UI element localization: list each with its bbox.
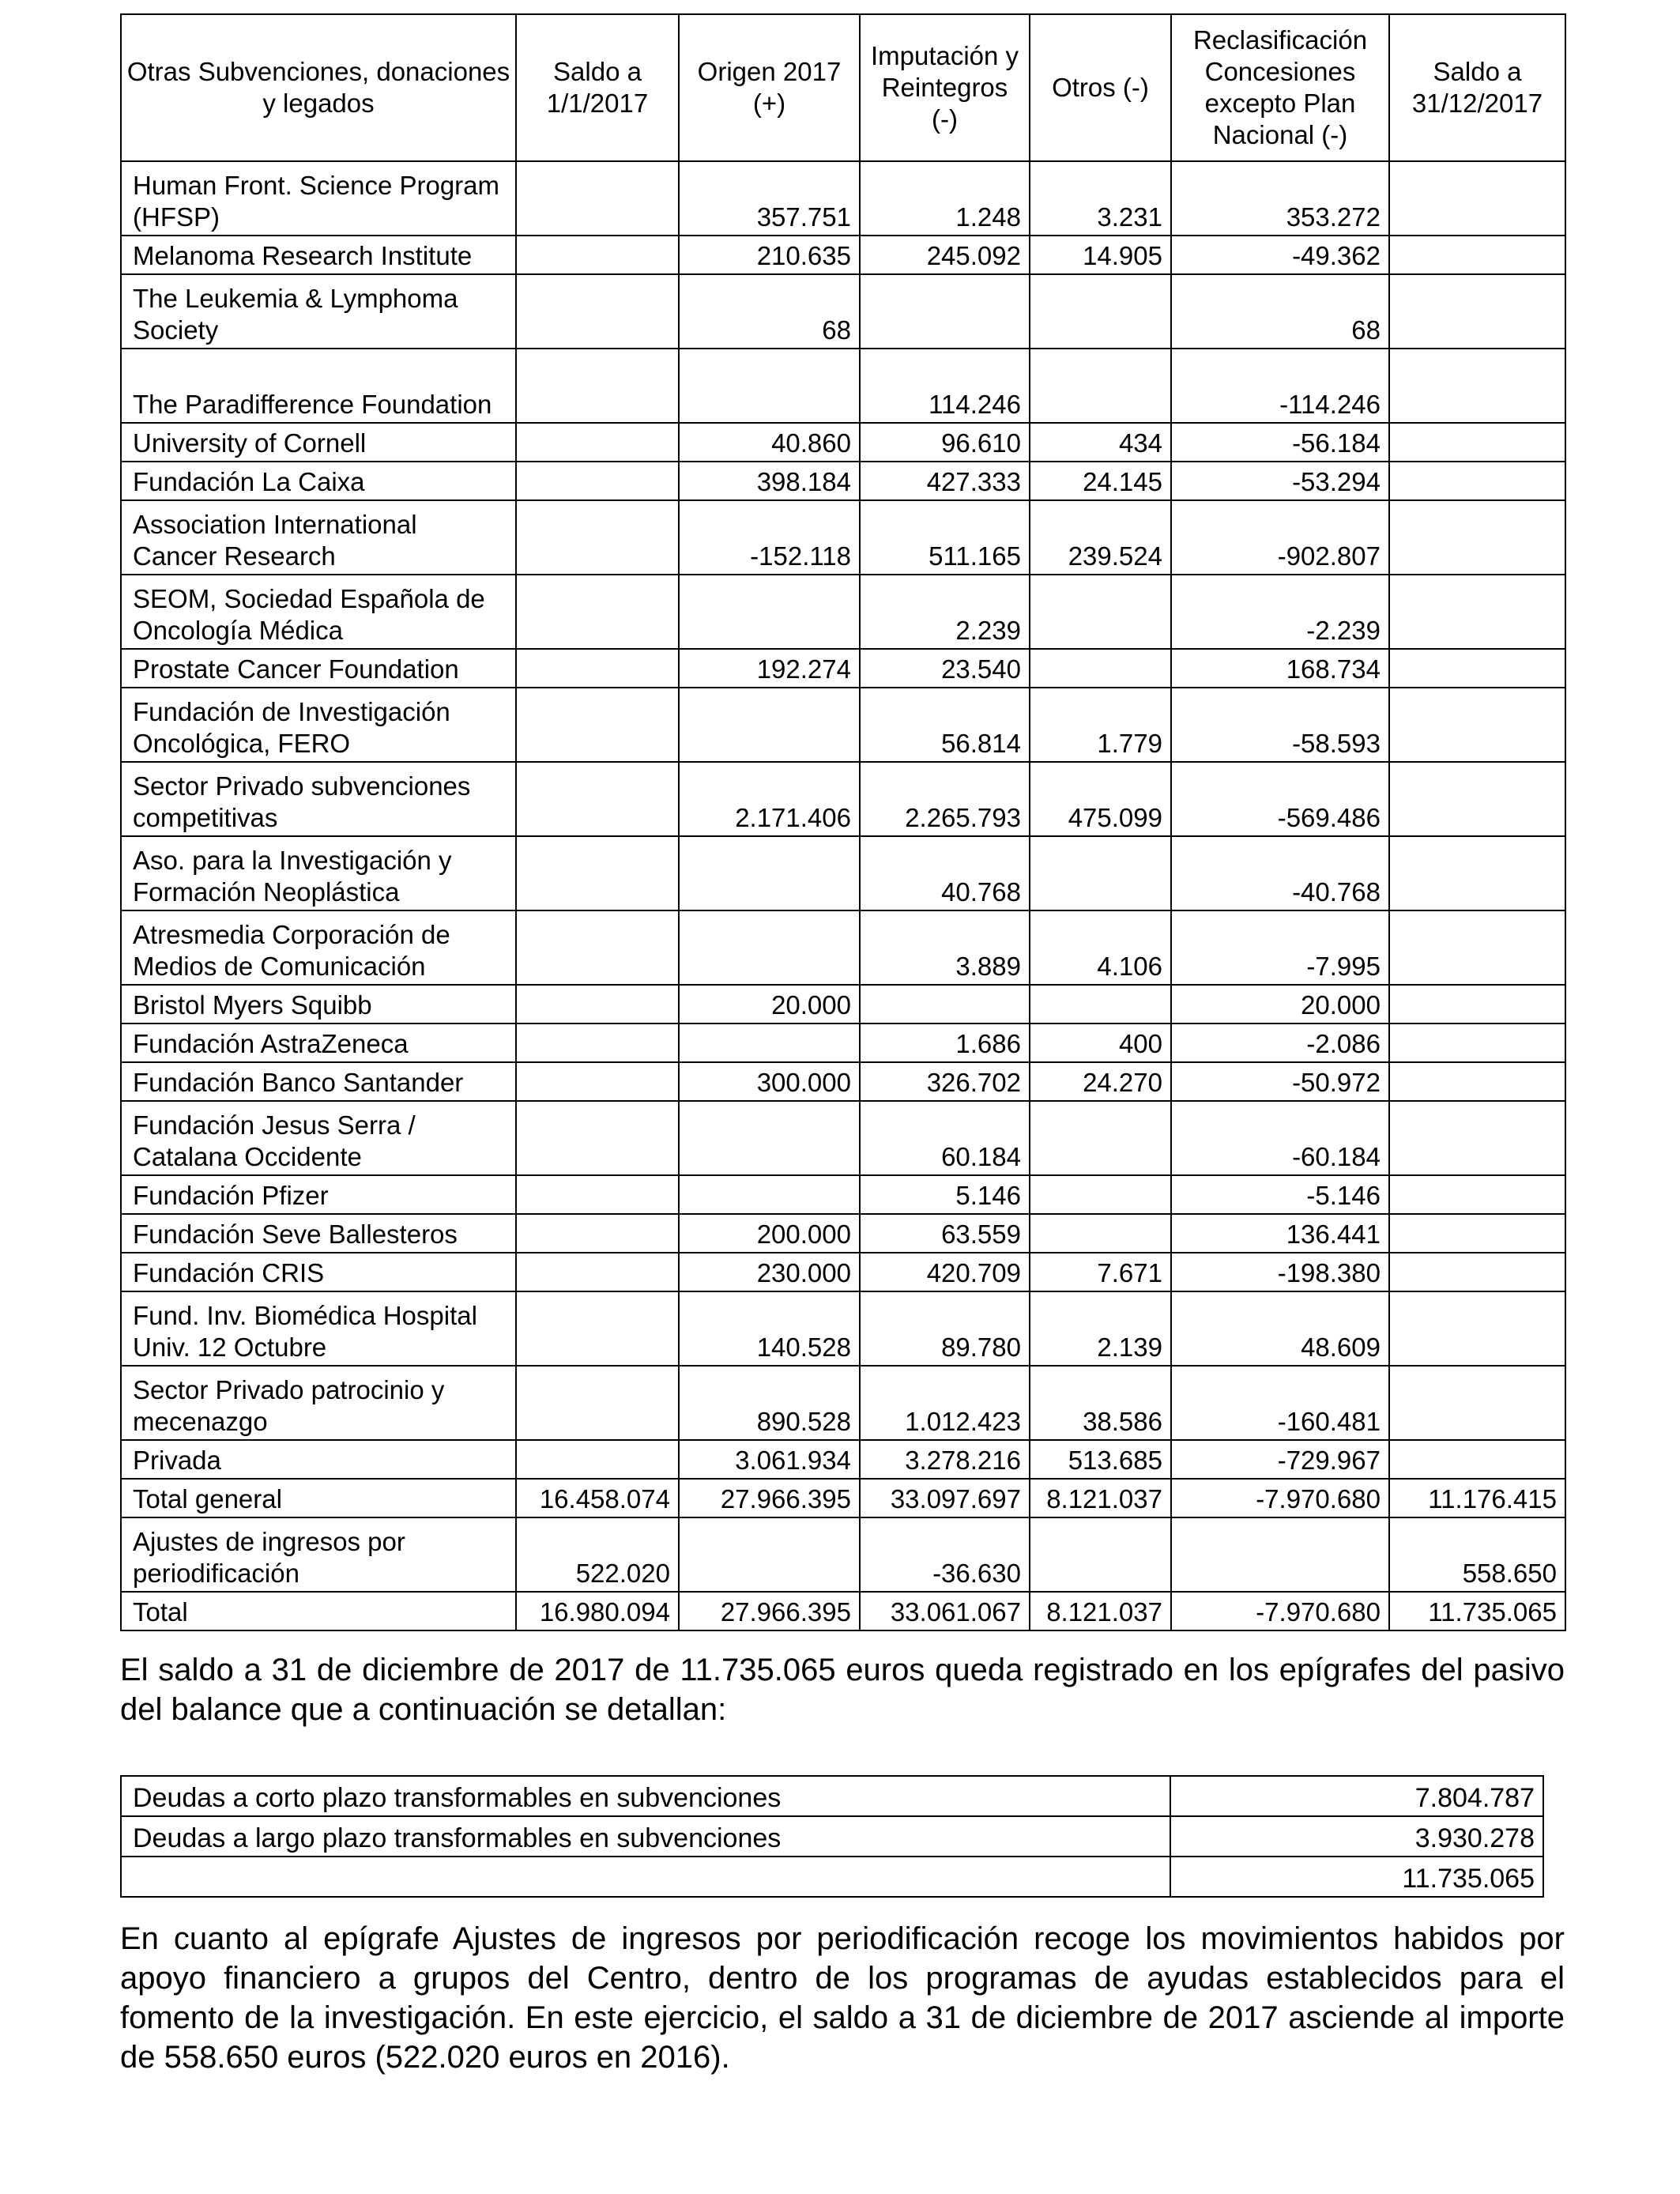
cell-imputacion: 96.610 [860, 423, 1030, 462]
cell-otros [1030, 649, 1171, 688]
header-cell: Saldo a 1/1/2017 [516, 14, 679, 161]
cell-saldo-ini [516, 1175, 679, 1214]
table-row [121, 1101, 1565, 1175]
cell-otros: 2.139 [1030, 1291, 1171, 1366]
header-cell: Saldo a 31/12/2017 [1389, 14, 1565, 161]
cell-saldo-ini [516, 462, 679, 500]
debt-label [121, 1857, 1170, 1897]
cell-saldo-fin [1389, 1062, 1565, 1101]
row-label: Total general [121, 1479, 516, 1517]
table-row [121, 1517, 1565, 1592]
table-row [121, 1214, 1565, 1253]
cell-reclasif: 353.272 [1171, 161, 1389, 236]
row-label: Fundación CRIS [121, 1253, 516, 1291]
cell-saldo-fin [1389, 423, 1565, 462]
cell-saldo-fin [1389, 1253, 1565, 1291]
cell-otros [1030, 575, 1171, 649]
cell-imputacion: 245.092 [860, 236, 1030, 274]
table-header-row [121, 14, 1565, 161]
row-label: Fundación AstraZeneca [121, 1023, 516, 1062]
cell-origen [679, 688, 860, 762]
row-label: University of Cornell [121, 423, 516, 462]
cell-imputacion: 33.097.697 [860, 1479, 1030, 1517]
cell-origen [679, 575, 860, 649]
cell-reclasif: -58.593 [1171, 688, 1389, 762]
cell-imputacion: 63.559 [860, 1214, 1030, 1253]
cell-saldo-fin [1389, 985, 1565, 1023]
cell-imputacion: 427.333 [860, 462, 1030, 500]
row-label: Ajustes de ingresos por periodificación [121, 1517, 516, 1592]
table-row [121, 161, 1565, 236]
debt-label: Deudas a largo plazo transformables en subvenciones [121, 1816, 1170, 1857]
cell-saldo-fin: 11.735.065 [1389, 1592, 1565, 1630]
table-row [121, 1253, 1565, 1291]
cell-imputacion: 3.889 [860, 910, 1030, 985]
cell-reclasif: -50.972 [1171, 1062, 1389, 1101]
cell-origen [679, 836, 860, 910]
cell-imputacion: -36.630 [860, 1517, 1030, 1592]
row-label: Fundación Pfizer [121, 1175, 516, 1214]
cell-saldo-ini [516, 1291, 679, 1366]
cell-saldo-ini [516, 500, 679, 575]
cell-otros: 8.121.037 [1030, 1479, 1171, 1517]
cell-origen: 27.966.395 [679, 1592, 860, 1630]
cell-origen [679, 1175, 860, 1214]
row-label: Aso. para la Investigación y Formación Neoplástica [121, 836, 516, 910]
cell-imputacion: 1.012.423 [860, 1366, 1030, 1440]
row-label: Atresmedia Corporación de Medios de Comunicación [121, 910, 516, 985]
cell-reclasif: 68 [1171, 274, 1389, 349]
cell-origen: 357.751 [679, 161, 860, 236]
cell-reclasif: -198.380 [1171, 1253, 1389, 1291]
cell-otros [1030, 1175, 1171, 1214]
cell-reclasif: 20.000 [1171, 985, 1389, 1023]
table-row [121, 836, 1565, 910]
cell-reclasif: -5.146 [1171, 1175, 1389, 1214]
cell-origen [679, 349, 860, 423]
cell-imputacion: 2.239 [860, 575, 1030, 649]
cell-origen: -152.118 [679, 500, 860, 575]
table-row [121, 349, 1565, 423]
cell-origen: 890.528 [679, 1366, 860, 1440]
debt-value: 11.735.065 [1170, 1857, 1543, 1897]
row-label: Sector Privado patrocinio y mecenazgo [121, 1366, 516, 1440]
cell-reclasif: -60.184 [1171, 1101, 1389, 1175]
table-row [121, 1175, 1565, 1214]
cell-origen [679, 910, 860, 985]
cell-saldo-fin [1389, 349, 1565, 423]
row-label: Bristol Myers Squibb [121, 985, 516, 1023]
cell-origen: 27.966.395 [679, 1479, 860, 1517]
header-cell: Origen 2017 (+) [679, 14, 860, 161]
cell-origen [679, 1023, 860, 1062]
cell-saldo-ini [516, 688, 679, 762]
cell-saldo-fin [1389, 1101, 1565, 1175]
cell-saldo-ini [516, 236, 679, 274]
row-label: Privada [121, 1440, 516, 1479]
cell-reclasif: -2.086 [1171, 1023, 1389, 1062]
cell-otros [1030, 1214, 1171, 1253]
cell-imputacion: 3.278.216 [860, 1440, 1030, 1479]
cell-imputacion [860, 274, 1030, 349]
cell-reclasif: 168.734 [1171, 649, 1389, 688]
table-row [121, 1366, 1565, 1440]
row-label: Human Front. Science Program (HFSP) [121, 161, 516, 236]
cell-saldo-ini [516, 161, 679, 236]
debt-row [121, 1816, 1543, 1857]
cell-otros: 1.779 [1030, 688, 1171, 762]
cell-saldo-fin [1389, 274, 1565, 349]
cell-origen: 398.184 [679, 462, 860, 500]
cell-otros: 14.905 [1030, 236, 1171, 274]
cell-saldo-fin [1389, 1214, 1565, 1253]
cell-saldo-fin: 558.650 [1389, 1517, 1565, 1592]
cell-origen: 192.274 [679, 649, 860, 688]
cell-reclasif: -2.239 [1171, 575, 1389, 649]
cell-saldo-ini [516, 349, 679, 423]
cell-origen: 210.635 [679, 236, 860, 274]
document-page [120, 13, 1565, 2077]
cell-saldo-ini [516, 274, 679, 349]
row-label: Fundación Banco Santander [121, 1062, 516, 1101]
cell-otros [1030, 1517, 1171, 1592]
cell-otros: 400 [1030, 1023, 1171, 1062]
table-row [121, 575, 1565, 649]
cell-saldo-ini: 16.458.074 [516, 1479, 679, 1517]
cell-origen: 2.171.406 [679, 762, 860, 836]
debt-value: 7.804.787 [1170, 1776, 1543, 1816]
cell-origen: 140.528 [679, 1291, 860, 1366]
cell-reclasif: -160.481 [1171, 1366, 1389, 1440]
cell-saldo-fin [1389, 1291, 1565, 1366]
cell-otros [1030, 349, 1171, 423]
cell-saldo-ini [516, 1440, 679, 1479]
cell-reclasif: -7.995 [1171, 910, 1389, 985]
cell-saldo-ini: 16.980.094 [516, 1592, 679, 1630]
cell-origen: 68 [679, 274, 860, 349]
cell-saldo-ini [516, 649, 679, 688]
row-label: Fundación La Caixa [121, 462, 516, 500]
cell-saldo-ini [516, 575, 679, 649]
cell-origen: 3.061.934 [679, 1440, 860, 1479]
cell-reclasif: -7.970.680 [1171, 1592, 1389, 1630]
cell-otros: 4.106 [1030, 910, 1171, 985]
cell-saldo-ini [516, 985, 679, 1023]
cell-saldo-ini [516, 762, 679, 836]
cell-saldo-fin [1389, 500, 1565, 575]
cell-reclasif: 136.441 [1171, 1214, 1389, 1253]
cell-saldo-fin [1389, 462, 1565, 500]
cell-saldo-fin [1389, 762, 1565, 836]
table-row [121, 500, 1565, 575]
table-row [121, 1592, 1565, 1630]
cell-otros: 24.270 [1030, 1062, 1171, 1101]
table-row [121, 1023, 1565, 1062]
cell-otros [1030, 1101, 1171, 1175]
cell-imputacion: 2.265.793 [860, 762, 1030, 836]
cell-otros: 475.099 [1030, 762, 1171, 836]
cell-origen: 20.000 [679, 985, 860, 1023]
cell-reclasif: -56.184 [1171, 423, 1389, 462]
header-cell: Otras Subvenciones, donaciones y legados [121, 14, 516, 161]
table-row [121, 649, 1565, 688]
cell-reclasif: -569.486 [1171, 762, 1389, 836]
cell-imputacion: 326.702 [860, 1062, 1030, 1101]
table-row [121, 985, 1565, 1023]
cell-imputacion: 114.246 [860, 349, 1030, 423]
paragraph-balance-note: El saldo a 31 de diciembre de 2017 de 11.735.065 euros queda registrado en los epígrafes del pasivo del balance que a continuación se detallan: [120, 1653, 1565, 1727]
header-cell: Otros (-) [1030, 14, 1171, 161]
cell-saldo-fin [1389, 236, 1565, 274]
cell-imputacion: 89.780 [860, 1291, 1030, 1366]
cell-origen: 200.000 [679, 1214, 860, 1253]
table-row [121, 762, 1565, 836]
cell-saldo-fin [1389, 1440, 1565, 1479]
table-row [121, 1440, 1565, 1479]
cell-saldo-ini [516, 1062, 679, 1101]
cell-saldo-fin [1389, 161, 1565, 236]
row-label: Total [121, 1592, 516, 1630]
debt-table-body [121, 1776, 1543, 1897]
cell-reclasif: -902.807 [1171, 500, 1389, 575]
cell-origen [679, 1101, 860, 1175]
cell-imputacion: 33.061.067 [860, 1592, 1030, 1630]
cell-otros: 8.121.037 [1030, 1592, 1171, 1630]
cell-otros [1030, 836, 1171, 910]
table-row [121, 462, 1565, 500]
row-label: Association International Cancer Research [121, 500, 516, 575]
debt-table [120, 1775, 1544, 1898]
debt-row [121, 1857, 1543, 1897]
table-body [121, 161, 1565, 1630]
header-cell: Reclasificación Concesiones excepto Plan Nacional (-) [1171, 14, 1389, 161]
row-label: Fundación Seve Ballesteros [121, 1214, 516, 1253]
table-row [121, 910, 1565, 985]
cell-origen: 300.000 [679, 1062, 860, 1101]
debt-row [121, 1776, 1543, 1816]
cell-saldo-fin [1389, 688, 1565, 762]
cell-saldo-fin [1389, 1366, 1565, 1440]
cell-origen: 40.860 [679, 423, 860, 462]
table-row [121, 1062, 1565, 1101]
cell-otros [1030, 985, 1171, 1023]
cell-imputacion: 56.814 [860, 688, 1030, 762]
cell-reclasif: -729.967 [1171, 1440, 1389, 1479]
cell-otros: 434 [1030, 423, 1171, 462]
cell-imputacion: 40.768 [860, 836, 1030, 910]
cell-imputacion: 60.184 [860, 1101, 1030, 1175]
paragraph-adjustments-note: En cuanto al epígrafe Ajustes de ingresos por periodificación recoge los movimientos habidos por apoyo financiero a grupos del Centro, dentro de los programas de ayudas establecidos para el fomento de la investigación. En este ejercicio, el saldo a 31 de diciembre de 2017 asciende al importe de 558.650 euros (522.020 euros en 2016). [120, 1921, 1565, 2075]
cell-saldo-ini [516, 423, 679, 462]
cell-saldo-fin [1389, 1023, 1565, 1062]
cell-imputacion: 1.248 [860, 161, 1030, 236]
cell-imputacion: 420.709 [860, 1253, 1030, 1291]
cell-saldo-fin [1389, 910, 1565, 985]
row-label: Sector Privado subvenciones competitivas [121, 762, 516, 836]
table-row [121, 688, 1565, 762]
cell-imputacion: 1.686 [860, 1023, 1030, 1062]
table-row [121, 1291, 1565, 1366]
cell-reclasif: -7.970.680 [1171, 1479, 1389, 1517]
cell-otros: 513.685 [1030, 1440, 1171, 1479]
row-label: The Paradifference Foundation [121, 349, 516, 423]
cell-reclasif: -114.246 [1171, 349, 1389, 423]
cell-saldo-ini [516, 836, 679, 910]
debt-label: Deudas a corto plazo transformables en subvenciones [121, 1776, 1170, 1816]
cell-reclasif: -53.294 [1171, 462, 1389, 500]
row-label: Fundación Jesus Serra / Catalana Occidente [121, 1101, 516, 1175]
cell-saldo-fin [1389, 836, 1565, 910]
row-label: Fund. Inv. Biomédica Hospital Univ. 12 Octubre [121, 1291, 516, 1366]
table-row [121, 274, 1565, 349]
cell-saldo-ini [516, 1366, 679, 1440]
cell-saldo-ini [516, 1214, 679, 1253]
cell-otros: 38.586 [1030, 1366, 1171, 1440]
row-label: The Leukemia & Lymphoma Society [121, 274, 516, 349]
row-label: Fundación de Investigación Oncológica, FERO [121, 688, 516, 762]
cell-otros: 3.231 [1030, 161, 1171, 236]
header-cell: Imputación y Reintegros (-) [860, 14, 1030, 161]
table-row [121, 236, 1565, 274]
row-label: Melanoma Research Institute [121, 236, 516, 274]
cell-saldo-ini [516, 1253, 679, 1291]
cell-otros [1030, 274, 1171, 349]
cell-saldo-fin: 11.176.415 [1389, 1479, 1565, 1517]
cell-origen [679, 1517, 860, 1592]
cell-saldo-ini [516, 1101, 679, 1175]
row-label: SEOM, Sociedad Española de Oncología Médica [121, 575, 516, 649]
cell-origen: 230.000 [679, 1253, 860, 1291]
debt-value: 3.930.278 [1170, 1816, 1543, 1857]
cell-imputacion: 23.540 [860, 649, 1030, 688]
subsidies-table [120, 13, 1566, 1631]
cell-saldo-ini [516, 1023, 679, 1062]
cell-reclasif [1171, 1517, 1389, 1592]
cell-saldo-fin [1389, 575, 1565, 649]
cell-reclasif: -49.362 [1171, 236, 1389, 274]
table-row [121, 423, 1565, 462]
row-label: Prostate Cancer Foundation [121, 649, 516, 688]
table-row [121, 1479, 1565, 1517]
cell-saldo-fin [1389, 649, 1565, 688]
cell-saldo-fin [1389, 1175, 1565, 1214]
cell-imputacion: 5.146 [860, 1175, 1030, 1214]
cell-otros: 239.524 [1030, 500, 1171, 575]
cell-reclasif: -40.768 [1171, 836, 1389, 910]
cell-imputacion [860, 985, 1030, 1023]
cell-otros: 24.145 [1030, 462, 1171, 500]
cell-imputacion: 511.165 [860, 500, 1030, 575]
cell-reclasif: 48.609 [1171, 1291, 1389, 1366]
cell-otros: 7.671 [1030, 1253, 1171, 1291]
cell-saldo-ini: 522.020 [516, 1517, 679, 1592]
cell-saldo-ini [516, 910, 679, 985]
